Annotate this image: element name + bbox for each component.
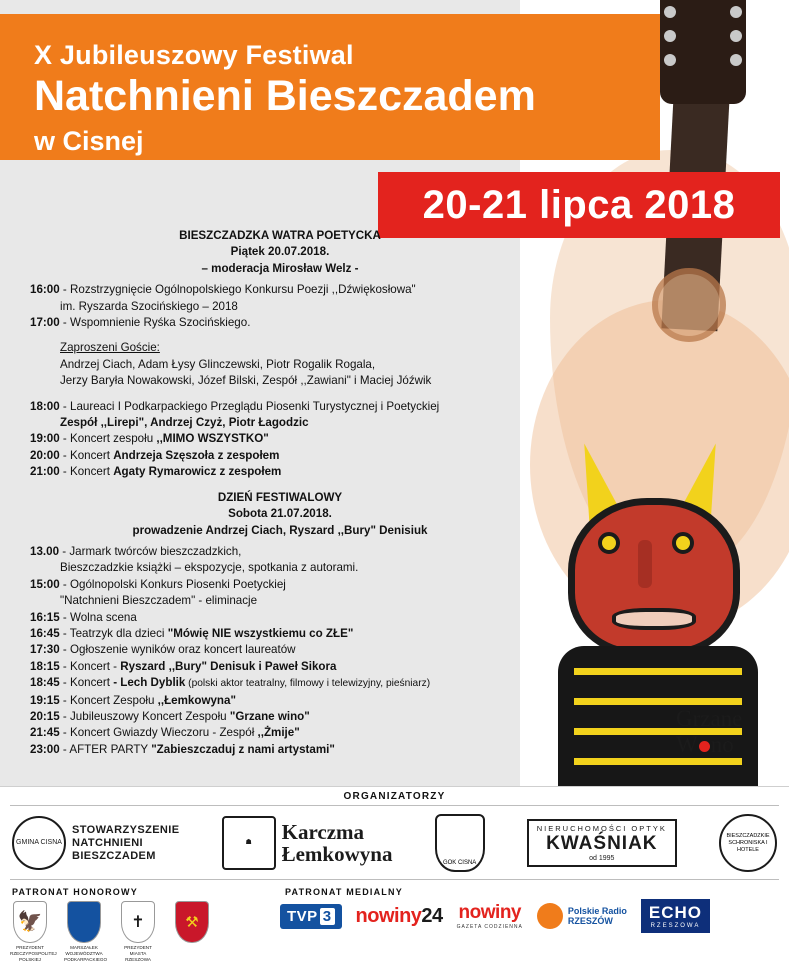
mask-eye-left-icon (598, 532, 620, 554)
day1-item: 19:00 - Koncert zespołu ,,MIMO WSZYSTKO" (30, 432, 269, 446)
organizers-row (12, 809, 777, 877)
day2-item: 20:15 - Jubileuszowy Koncert Zespołu "Grzane wino" (30, 709, 310, 723)
kwasniak-logo: NIERUCHOMOŚCI OPTYK KWAŚNIAK od 1995 (527, 819, 677, 867)
organizer-kwasniak (527, 819, 677, 867)
organizer-shield-icon: GOK CISNA (435, 814, 485, 872)
karczma-name: Karczma Łemkowyna (281, 820, 393, 866)
day2-item: 19:15 - Koncert Zespołu ,,Łemkowyna" (30, 693, 236, 707)
mask-face (568, 498, 740, 656)
crest-marshal-podkarpackie: MARSZAŁEK WOJEWÓDZTWA PODKARPACKIEGO (64, 901, 104, 963)
logo-tvp3: TVP 3 (280, 904, 342, 929)
day2-hosts: prowadzenie Andrzej Ciach, Ryszard ,,Bury" Denisiuk (132, 523, 428, 537)
organizer-lodge (719, 814, 777, 872)
sponsors-footer (0, 786, 789, 960)
guitar-soundhole-icon (652, 268, 726, 342)
grzane-wino-line2: W no (676, 732, 734, 757)
crest-gmina-cisna: ⚒ (172, 901, 212, 945)
organizers-title: ORGANIZATORZY (343, 791, 446, 802)
day1-date: Piątek 20.07.2018. (230, 245, 330, 259)
day2-item: 18:15 - Koncert - Ryszard ,,Bury" Denisuk i Paweł Sikora (30, 659, 337, 673)
day1-item: 20:00 - Koncert Andrzeja Szęszoła z zespołem (30, 448, 280, 462)
festival-edition-title: X Jubileuszowy Festiwal (34, 40, 354, 70)
day2-item: 15:00 - Ogólnopolski Konkurs Piosenki Poetyckiej (30, 577, 286, 591)
festival-dates-text: 20-21 lipca 2018 (422, 182, 736, 227)
grzane-wino-logo (676, 706, 776, 758)
day2-item: "Natchnieni Bieszczadem" - eliminacje (60, 594, 258, 608)
logo-nowiny24: nowiny24 (355, 904, 443, 927)
day1-item: 17:00 - Wspomnienie Ryśka Szocińskiego. (30, 316, 251, 330)
radio-dot-icon (537, 903, 563, 929)
grzane-wino-dot-icon (699, 741, 710, 752)
organizer-gok (435, 814, 485, 872)
logo-polskie-radio-rzeszow: Polskie Radio RZESZÓW (537, 903, 627, 929)
day2-item: Bieszczadzkie książki – ekspozycje, spotkania z autorami. (60, 561, 359, 575)
festival-location: w Cisnej (34, 126, 144, 156)
program-schedule (30, 228, 530, 758)
organizer-karczma (222, 816, 393, 870)
mask-eye-right-icon (672, 532, 694, 554)
logo-nowiny: nowiny GAZETA CODZIENNA (456, 902, 523, 930)
patronage-media-title: PATRONAT MEDIALNY (285, 887, 403, 897)
guitar-headstock-icon (660, 0, 746, 104)
divider (10, 805, 779, 806)
day2-item: 13.00 - Jarmark twórców bieszczadzkich, (30, 544, 242, 558)
day1-guests-label: Zaproszeni Goście: (60, 341, 160, 355)
day1-item: im. Ryszarda Szocińskiego – 2018 (60, 299, 238, 313)
patronage-honorary-title: PATRONAT HONOROWY (12, 887, 138, 897)
day1-guest-line: Andrzej Ciach, Adam Łysy Glinczewski, Piotr Rogalik Rogala, (60, 357, 376, 371)
title-band (0, 14, 660, 160)
patronage-honorary-row (10, 901, 260, 963)
day2-item: 23:00 - AFTER PARTY "Zabieszczaduj z nami artystami" (30, 742, 335, 756)
day2-date: Sobota 21.07.2018. (228, 507, 332, 521)
grzane-wino-line1: Grzane (676, 706, 743, 731)
day1-item: Zespół ,,Lirepi", Andrzej Czyż, Piotr Łagodzic (60, 416, 309, 430)
organizer-seal-icon: GMINA CISNA (12, 816, 66, 870)
divider (10, 879, 779, 880)
karczma-house-icon: ☗ (222, 816, 276, 870)
logo-echo-rzeszowa: ECHO RZESZOWA (641, 899, 710, 933)
day2-item: 16:15 - Wolna scena (30, 610, 137, 624)
organizer-lodge-icon: BIESZCZADZKIE SCHRONISKA I HOTELE (719, 814, 777, 872)
day1-item: 21:00 - Koncert Agaty Rymarowicz z zespołem (30, 465, 282, 479)
day2-item: 21:45 - Koncert Gwiazdy Wieczoru - Zespół ,,Żmije" (30, 726, 300, 740)
organizer-stowarzyszenie (12, 816, 179, 870)
day2-item: 18:45 - Koncert - Lech Dyblik (polski aktor teatralny, filmowy i telewizyjny, pieśniarz) (30, 676, 431, 690)
day1-guest-line: Jerzy Baryła Nowakowski, Józef Bilski, Zespół ,,Zawiani" i Maciej Jóźwik (60, 374, 432, 388)
organizer-name: STOWARZYSZENIE NATCHNIENI BIESZCZADEM (72, 823, 180, 862)
day2-item: 17:30 - Ogłoszenie wyników oraz koncert laureatów (30, 643, 296, 657)
crest-president-poland: 🦅 PREZYDENT RZECZYPOSPOLITEJ POLSKIEJ (10, 901, 50, 963)
day2-item: 16:45 - Teatrzyk dla dzieci "Mówię NIE wszystkiemu co ZŁE" (30, 626, 354, 640)
mask-mouth (612, 608, 696, 630)
festival-name-title: Natchnieni Bieszczadem (34, 72, 536, 120)
day1-title: BIESZCZADZKA WATRA POETYCKA (179, 229, 381, 242)
day1-item: 18:00 - Laureaci I Podkarpackiego Przeglądu Piosenki Turystycznej i Poetyckiej (30, 399, 440, 413)
mask-nose (638, 540, 652, 588)
day1-item: 16:00 - Rozstrzygnięcie Ogólnopolskiego Konkursu Poezji ,,Dźwiękosłowa" (30, 283, 416, 297)
crest-president-rzeszow: ✝ PREZYDENT MIASTA RZESZOWA (118, 901, 158, 963)
day2-title: DZIEŃ FESTIWALOWY (217, 490, 343, 504)
day1-moderator: – moderacja Mirosław Welz - (201, 261, 359, 275)
patronage-media-row (280, 899, 780, 933)
